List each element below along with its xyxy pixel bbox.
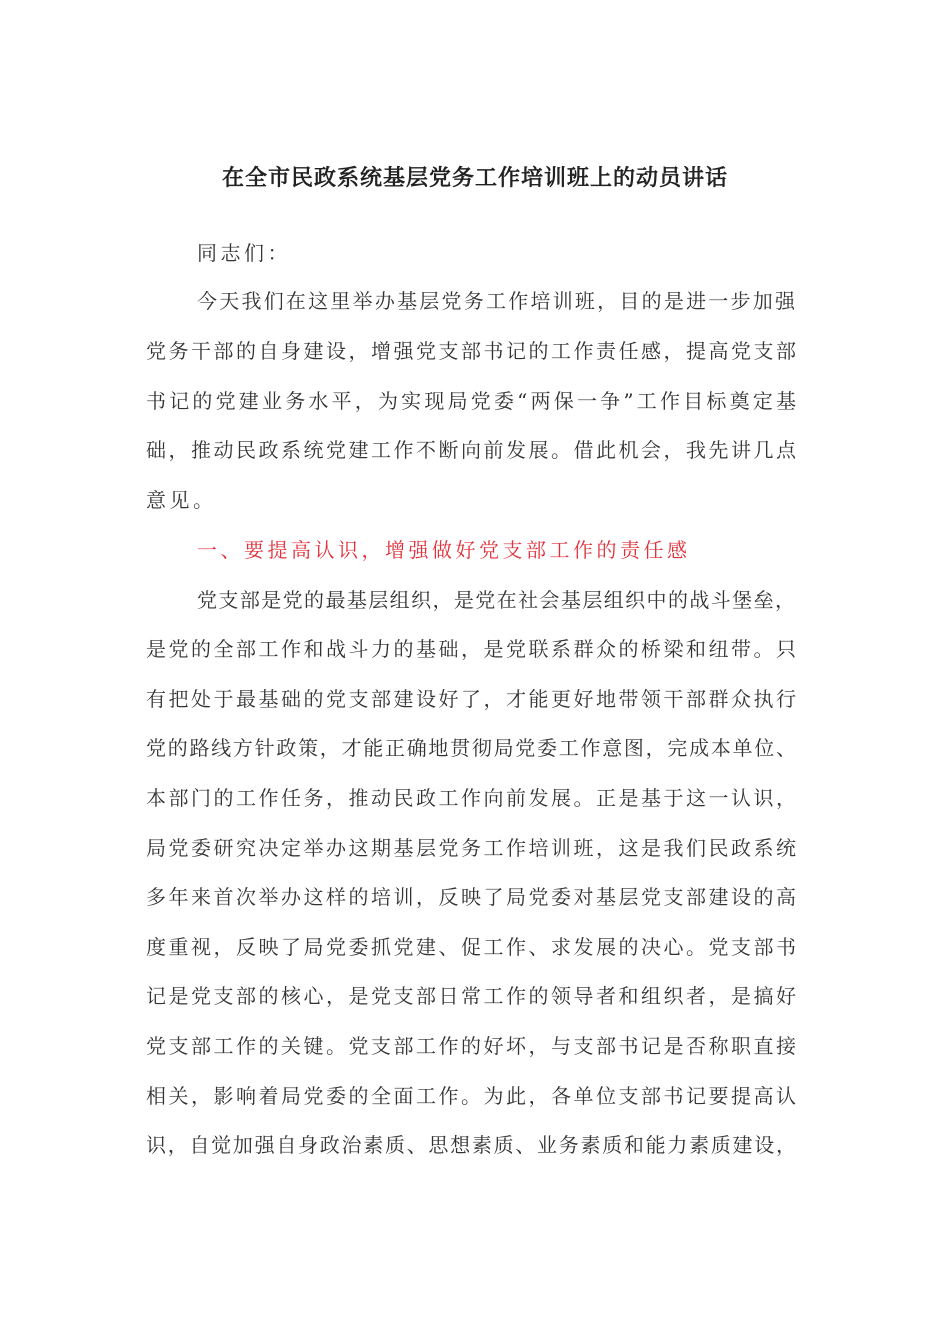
paragraph-line: 书记的党建业务水平，为实现局党委“两保一争”工作目标奠定基 [146, 389, 796, 413]
paragraph-line: 党支部工作的关键。党支部工作的好坏，与支部书记是否称职直接 [146, 1034, 796, 1058]
paragraph-line: 识，自觉加强自身政治素质、思想素质、业务素质和能力素质建设， [146, 1133, 796, 1157]
paragraph-line: 局党委研究决定举办这期基层党务工作培训班，这是我们民政系统 [146, 836, 796, 860]
paragraph-line: 多年来首次举办这样的培训，反映了局党委对基层党支部建设的高 [146, 885, 796, 909]
paragraph-line: 相关，影响着局党委的全面工作。为此，各单位支部书记要提高认 [146, 1084, 796, 1108]
paragraph-line: 是党的全部工作和战斗力的基础，是党联系群众的桥梁和纽带。只 [146, 637, 796, 661]
paragraph-line: 意见。 [146, 488, 217, 512]
paragraph-line: 本部门的工作任务，推动民政工作向前发展。正是基于这一认识， [146, 786, 796, 810]
paragraph-line: 度重视，反映了局党委抓党建、促工作、求发展的决心。党支部书 [146, 935, 796, 959]
paragraph-line: 党务干部的自身建设，增强党支部书记的工作责任感，提高党支部 [146, 339, 796, 363]
paragraph-line: 党支部是党的最基层组织，是党在社会基层组织中的战斗堡垒， [197, 588, 795, 612]
greeting: 同志们： [197, 241, 291, 265]
paragraph-line: 今天我们在这里举办基层党务工作培训班，目的是进一步加强 [197, 289, 795, 313]
page-title: 在全市民政系统基层党务工作培训班上的动员讲话 [221, 165, 728, 191]
paragraph-line: 有把处于最基础的党支部建设好了，才能更好地带领干部群众执行 [146, 687, 796, 711]
paragraph-line: 党的路线方针政策，才能正确地贯彻局党委工作意图，完成本单位、 [146, 736, 796, 760]
paragraph-line: 础，推动民政系统党建工作不断向前发展。借此机会，我先讲几点 [146, 438, 796, 462]
section-heading: 一、要提高认识，增强做好党支部工作的责任感 [197, 538, 691, 562]
paragraph-line: 记是党支部的核心，是党支部日常工作的领导者和组织者，是搞好 [146, 984, 796, 1008]
